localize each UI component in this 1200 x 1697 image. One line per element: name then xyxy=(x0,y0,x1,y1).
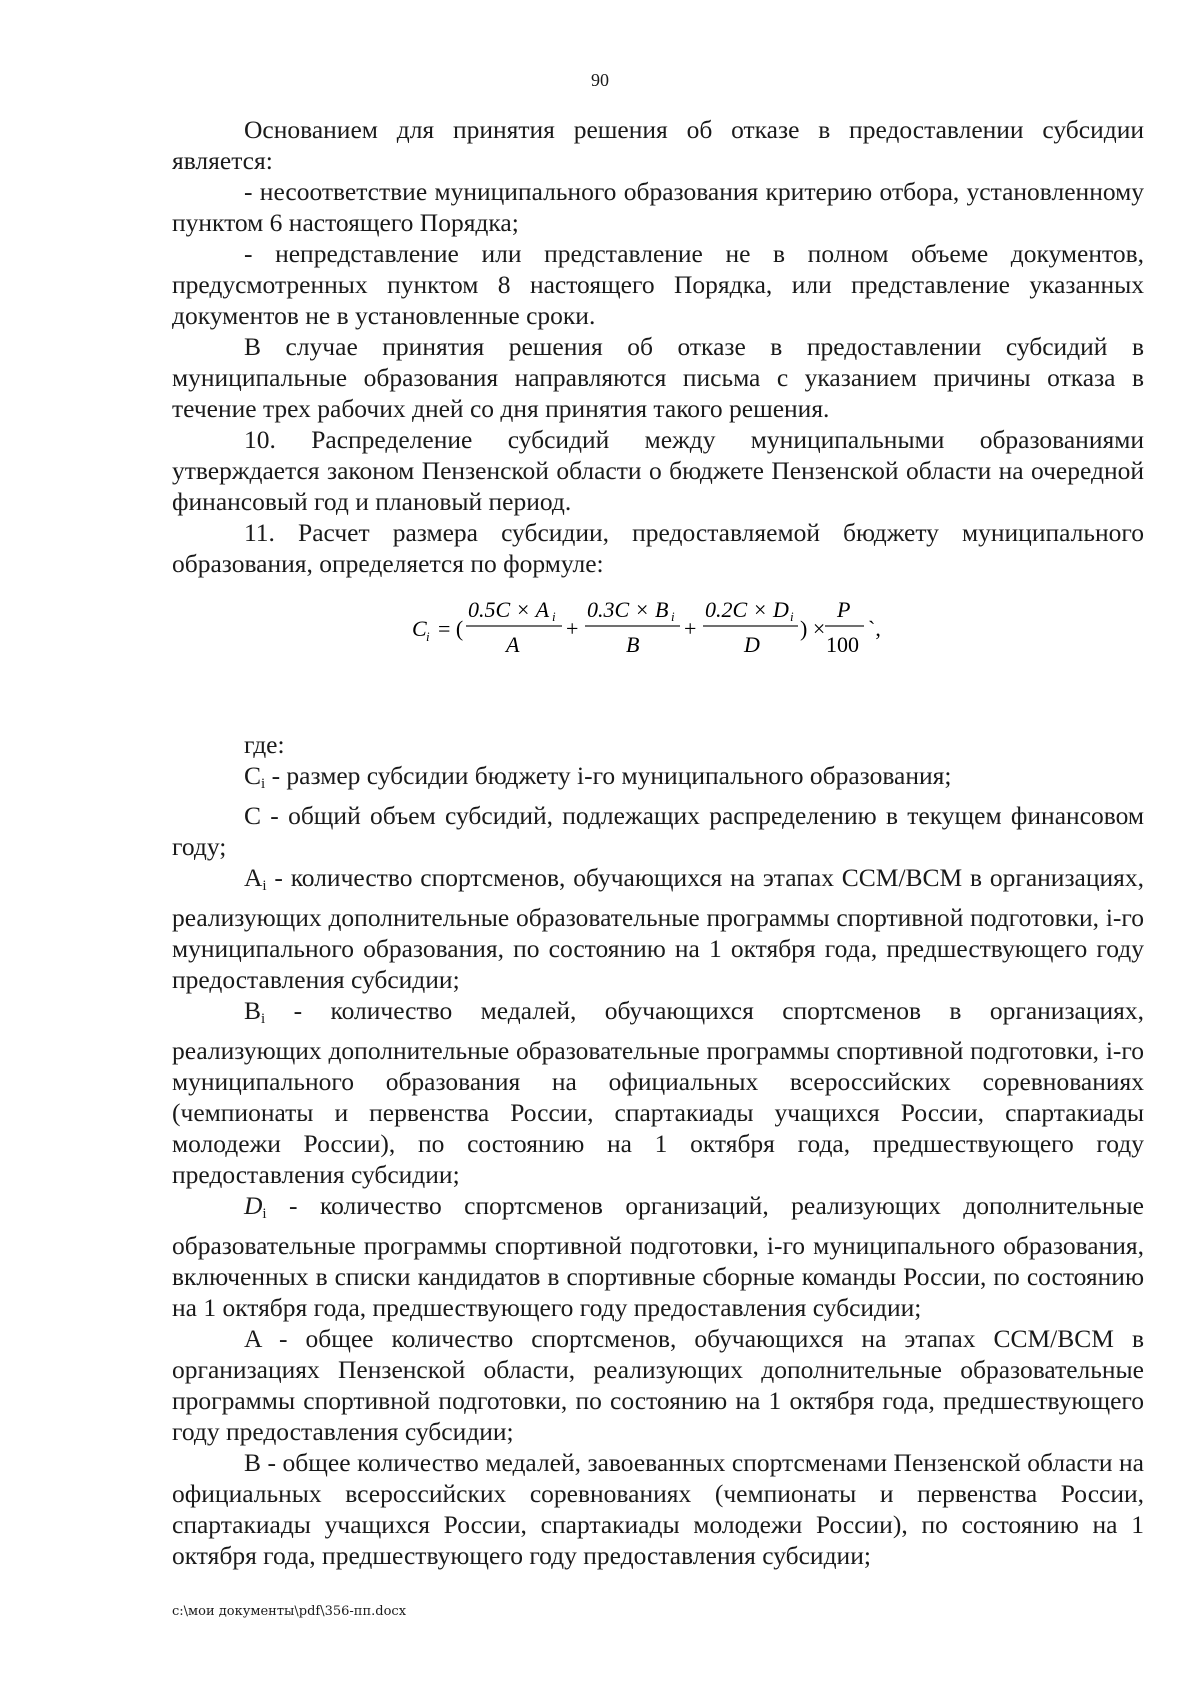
formula-t2-den: B xyxy=(626,632,640,657)
definition-text: - количество спортсменов организаций, реализующих дополнительные образовательные программы спортивной подготовки, i-го муниципального образования, включенных в списки кандидатов в спортивные сборные команды России, по состоянию на 1 октября года, предшествующего году предоставления субсидии; xyxy=(172,1191,1144,1322)
definition-subscript: i xyxy=(261,1011,266,1027)
formula-plus-2: + xyxy=(684,616,697,641)
definition-symbol: A xyxy=(244,863,263,892)
paragraph-criterion-mismatch: - несоответствие муниципального образования критерию отбора, установленному пунктом 6 настоящего Порядка; xyxy=(172,177,1144,237)
definition-text: - размер субсидии бюджету i-го муниципального образования; xyxy=(265,761,952,790)
formula-close: ) × xyxy=(800,616,826,641)
formula-t2-num-sub: i xyxy=(671,609,675,624)
definition-symbol: B xyxy=(244,1448,262,1477)
paragraph-11-calculation: 11. Расчет размера субсидии, предоставляемой бюджету муниципального образования, определяется по формуле: xyxy=(172,518,1144,578)
definition-symbol: C xyxy=(244,761,262,790)
definition-text: - количество спортсменов, обучающихся на этапах ССМ/ВСМ в организациях, реализующих дополнительные образовательные программы спортивной подготовки, i-го муниципального образования, по состоянию на 1 октября года, предшествующего году предоставления субсидии; xyxy=(172,863,1144,994)
file-path-footer: c:\мои документы\pdf\356-пп.docx xyxy=(172,1604,407,1619)
paragraph-documents-missing: - непредставление или представление не в полном объеме документов, предусмотренных пунктом 8 настоящего Порядка, или представление указанных документов не в установленные сроки. xyxy=(172,239,1144,330)
definition-a xyxy=(172,1323,1144,1447)
page-number: 90 xyxy=(591,70,609,90)
formula-t3-num-sub: i xyxy=(790,609,794,624)
paragraph-where: где: xyxy=(244,730,285,759)
definition-di xyxy=(172,1190,1144,1323)
formula-trail: `, xyxy=(868,616,881,641)
formula-t1-num: 0.5C × A xyxy=(468,597,550,622)
formula-t4-num: P xyxy=(837,597,851,622)
subsidy-formula xyxy=(172,579,1144,729)
definition-text: - общее количество медалей, завоеванных спортсменами Пензенской области на официальных всероссийских соревнованиях (чемпионаты и первенства России, спартакиады учащихся России, спартакиады молодежи России), по состоянию на 1 октября года, предшествующего году предоставления субсидии; xyxy=(172,1448,1144,1570)
definition-text: - общий объем субсидий, подлежащих распределению в текущем финансовом году; xyxy=(172,801,1144,861)
formula-eq: = ( xyxy=(438,616,464,641)
paragraph-10-distribution: 10. Распределение субсидий между муниципальными образованиями утверждается законом Пензенской области о бюджете Пензенской области на очередной финансовый год и плановый период. xyxy=(172,425,1144,516)
definition-text: - количество медалей, обучающихся спортсменов в организациях, реализующих дополнительные образовательные программы спортивной подготовки, i-го муниципального образования на официальных всероссийских соревнованиях (чемпионаты и первенства России, спартакиады учащихся России, спартакиады молодежи России), по состоянию на 1 октября года, предшествующего году предоставления субсидии; xyxy=(172,996,1144,1189)
formula-t1-den: A xyxy=(506,632,520,657)
definition-ai xyxy=(172,862,1144,995)
definition-subscript: i xyxy=(262,1206,267,1222)
formula-lhs: C xyxy=(412,616,427,641)
definition-subscript: i xyxy=(261,776,266,792)
definition-symbol: A xyxy=(244,1324,262,1353)
definition-text: - общее количество спортсменов, обучающихся на этапах ССМ/ВСМ в организациях Пензенской области, реализующих дополнительные образовательные программы спортивной подготовки, по состоянию на 1 октября года, предшествующего году предоставления субсидии; xyxy=(172,1324,1144,1446)
definition-symbol: B xyxy=(244,996,262,1025)
formula-t2-num: 0.3C × B xyxy=(587,597,669,622)
definition-symbol: C xyxy=(244,801,262,830)
definition-bi xyxy=(172,995,1144,1190)
definition-ci xyxy=(172,760,1144,800)
formula-lhs-sub: i xyxy=(426,629,430,644)
document-body xyxy=(172,114,1144,1571)
formula-t3-den: D xyxy=(744,632,760,657)
formula-t1-num-sub: i xyxy=(552,609,556,624)
paragraph-refusal-basis: Основанием для принятия решения об отказе в предоставлении субсидии является: xyxy=(172,115,1144,175)
definition-symbol: D xyxy=(244,1191,263,1220)
definition-subscript: i xyxy=(262,878,267,894)
formula-t4-den: 100 xyxy=(826,632,859,657)
definition-b xyxy=(172,1447,1144,1571)
formula-t3-num: 0.2C × D xyxy=(705,597,789,622)
paragraph-refusal-letters: В случае принятия решения об отказе в предоставлении субсидий в муниципальные образования направляются письма с указанием причины отказа в течение трех рабочих дней со дня принятия такого решения. xyxy=(172,332,1144,423)
formula-plus-1: + xyxy=(566,616,579,641)
definition-c xyxy=(172,800,1144,862)
